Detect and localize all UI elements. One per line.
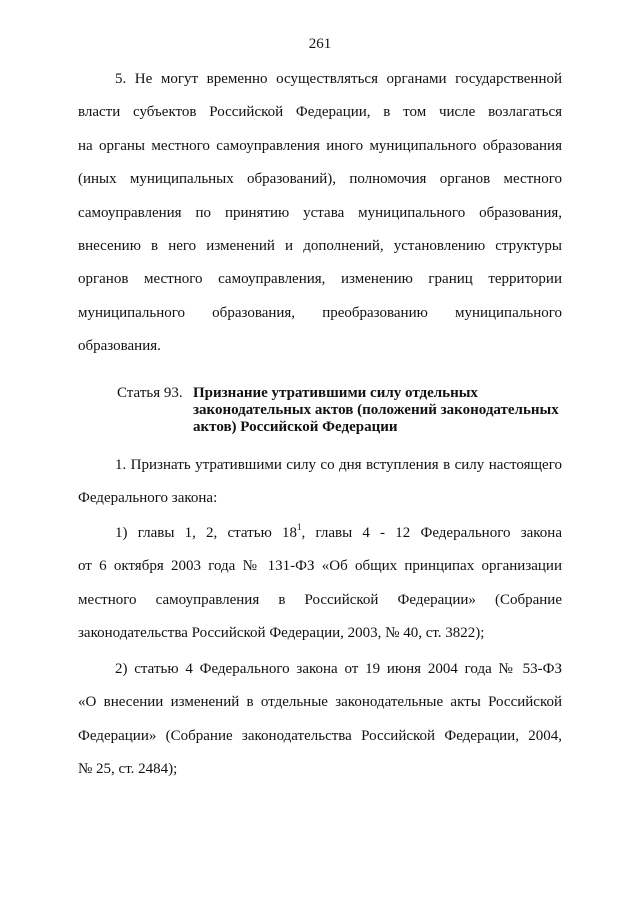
article-title-line: Признание утратившими силу отдельных xyxy=(193,385,478,401)
text-line: от 6 октября 2003 года № 131-ФЗ «Об общих принципах организации xyxy=(78,558,562,575)
text-line: 1. Признать утратившими силу со дня вступления в силу настоящего xyxy=(115,457,562,473)
list-item-1 xyxy=(78,517,562,651)
text-line: власти субъектов Российской Федерации, в том числе возлагаться xyxy=(78,104,562,121)
text-line: 2) статью 4 Федерального закона от 19 июня 2004 года № 53-ФЗ xyxy=(115,661,562,677)
text-line: 5. Не могут временно осуществляться органами государственной xyxy=(115,71,562,87)
text-line: органов местного самоуправления, изменению границ территории xyxy=(78,271,562,288)
text-line: Федерации» (Собрание законодательства Российской Федерации, 2004, xyxy=(78,727,562,744)
text-line: (иных муниципальных образований), полномочия органов местного xyxy=(78,171,562,188)
text-line: «О внесении изменений в отдельные законодательные акты Российской xyxy=(78,694,562,711)
article-title-line: законодательных актов (положений законодательных xyxy=(193,402,559,418)
text-line: местного самоуправления в Российской Федерации» (Собрание xyxy=(78,591,562,608)
item1-text-end: , главы 4 - 12 Федерального закона xyxy=(301,525,562,541)
text-line: № 25, ст. 2484); xyxy=(78,761,178,778)
paragraph-item-5 xyxy=(78,63,562,364)
text-line xyxy=(78,517,562,550)
text-line: образования. xyxy=(78,338,161,355)
item1-text-start: 1) главы 1, 2, статью 18 xyxy=(115,525,297,541)
text-line: самоуправления по принятию устава муниципального образования, xyxy=(78,204,562,221)
text-line: Федерального закона: xyxy=(78,490,218,507)
superscript: 1 xyxy=(297,522,302,532)
text-line: внесению в него изменений и дополнений, установлению структуры xyxy=(78,238,562,255)
text-line: муниципального образования, преобразованию муниципального xyxy=(78,304,562,321)
text-line: на органы местного самоуправления иного муниципального образования xyxy=(78,137,562,154)
paragraph-1 xyxy=(78,449,562,516)
text-line: законодательства Российской Федерации, 2003, № 40, ст. 3822); xyxy=(78,625,485,642)
article-title-line: актов) Российской Федерации xyxy=(193,419,398,435)
page-number: 261 xyxy=(308,36,332,52)
list-item-2 xyxy=(78,653,562,787)
article-title xyxy=(193,385,583,436)
article-label: Статья 93. xyxy=(117,385,183,401)
